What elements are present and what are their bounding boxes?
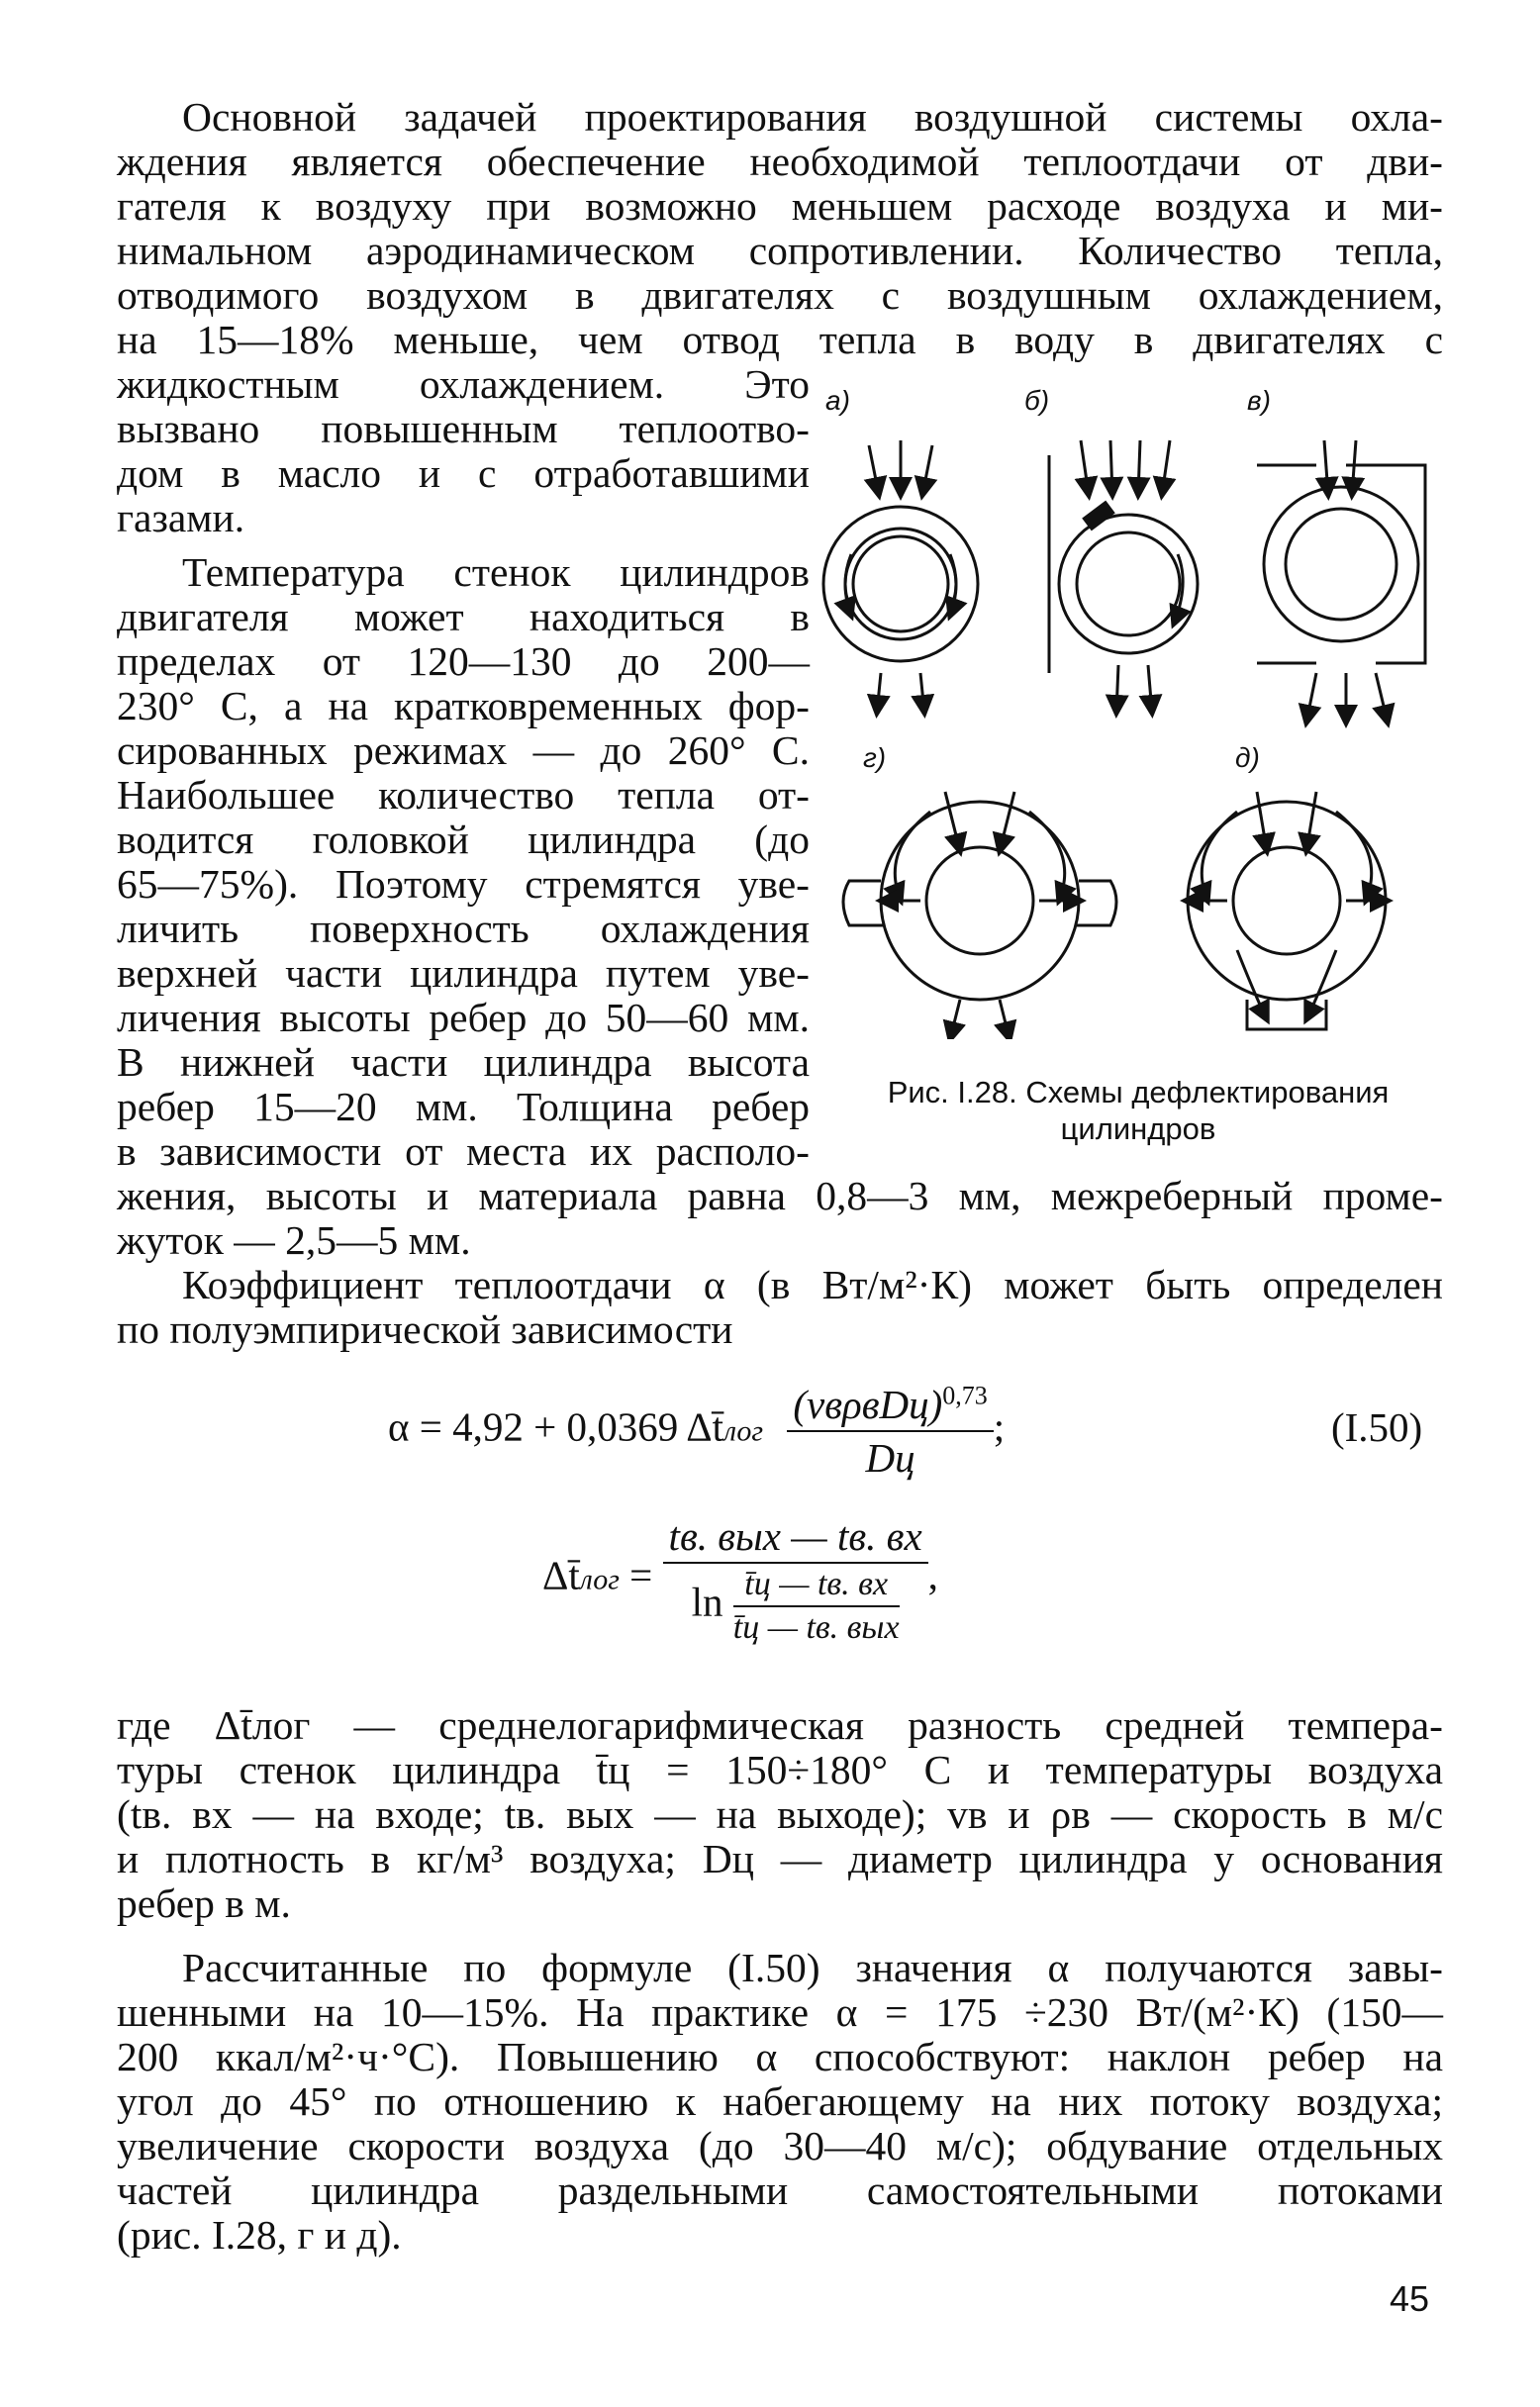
formula-dt-log: [542, 1512, 938, 1647]
formula2-ln: ln: [691, 1579, 723, 1625]
figure-label-b: б): [1024, 386, 1050, 416]
text-line: вызвано повышенным теплоотво-: [117, 406, 810, 451]
text-line: нимальном аэродинамическом сопротивлении. Количество тепла,: [117, 228, 1443, 273]
text-line: Коэффициент теплоотдачи α (в Вт/м²·К) может быть определен: [182, 1262, 1443, 1307]
text-line: пределах от 120—130 до 200—: [117, 638, 810, 684]
text-line: увеличение скорости воздуха (до 30—40 м/с); обдувание отдельных: [117, 2123, 1443, 2168]
text-line: жения, высоты и материала равна 0,8—3 мм, межреберный проме-: [117, 1173, 1443, 1218]
text-line: ребер 15—20 мм. Толщина ребер: [117, 1084, 810, 1129]
text-line: газами.: [117, 495, 245, 540]
text-line: по полуэмпирической зависимости: [117, 1306, 733, 1352]
page-number: 45: [1390, 2278, 1430, 2319]
text-line: личения высоты ребер до 50—60 мм.: [117, 995, 810, 1040]
text-line: (tв. вх — на входе; tв. вых — на выходе); vв и ρв — скорость в м/с: [117, 1791, 1443, 1837]
text-line: Температура стенок цилиндров: [182, 549, 810, 595]
paragraph-1-wrap: [117, 362, 810, 540]
formula2-inner-den: t̄ц — tв. вых: [732, 1609, 900, 1646]
formula2-eq: =: [629, 1552, 653, 1598]
formula2-tail: ,: [927, 1552, 938, 1598]
scheme-b-cylinder: [1059, 515, 1198, 653]
text-line: в зависимости от места их располо-: [117, 1128, 810, 1174]
paragraph-2-continuation: [117, 1174, 1443, 1263]
formula2-inner-num: t̄ц — tв. вх: [733, 1566, 900, 1607]
text-line: ребер в м.: [117, 1880, 291, 1926]
text-line: В нижней части цилиндра высота: [117, 1039, 810, 1085]
text-line: личить поверхность охлаждения: [117, 906, 810, 951]
formula-exponent: 0,73: [942, 1381, 988, 1410]
figure-label-d: д): [1235, 742, 1260, 773]
text-line: жуток — 2,5—5 мм.: [117, 1217, 471, 1263]
text-line: и плотность в кг/м³ воздуха; Dц — диаметр цилиндра у основания: [117, 1836, 1443, 1881]
formula-lhs: α = 4,92 + 0,0369 Δt̄: [388, 1403, 723, 1450]
text-line: туры стенок цилиндра t̄ц = 150÷180° С и температуры воздуха: [117, 1747, 1443, 1792]
formula2-lhs: Δt̄: [542, 1552, 580, 1598]
text-line: 65—75%). Поэтому стремятся уве-: [117, 861, 810, 907]
text-line: шенными на 10—15%. На практике α = 175 ÷230 Вт/(м²·К) (150—: [117, 1989, 1443, 2035]
scheme-g-cylinder: [926, 847, 1033, 954]
paragraph-1: [117, 95, 1443, 362]
text-line: отводимого воздухом в двигателях с воздушным охлаждением,: [117, 272, 1443, 318]
formula-number: (I.50): [1331, 1404, 1423, 1450]
text-line: частей цилиндра раздельными самостоятельными потоками: [117, 2167, 1443, 2213]
text-line: гателя к воздуху при возможно меньшем расходе воздуха и ми-: [117, 183, 1443, 229]
paragraph-4: [117, 1703, 1443, 1926]
formula-numerator: (vвρвDц): [793, 1382, 943, 1427]
formula-i50: [388, 1381, 1005, 1482]
text-line: жидкостным охлаждением. Это: [117, 361, 810, 407]
formula2-subscript: лог: [579, 1563, 620, 1596]
paragraph-2: [117, 550, 810, 1174]
formula2-numerator: tв. вых — tв. вх: [663, 1512, 928, 1564]
formula-denominator: Dц: [865, 1435, 915, 1481]
text-line: 200 ккал/м²·ч·°С). Повышению α способствуют: наклон ребер на: [117, 2034, 1443, 2079]
figure-label-a: а): [825, 386, 850, 416]
text-line: верхней части цилиндра путем уве-: [117, 950, 810, 996]
text-line: (рис. I.28, г и д).: [117, 2212, 402, 2258]
figure-label-g: г): [863, 742, 887, 773]
paragraph-3: [117, 1263, 1443, 1352]
scheme-c-box: [1257, 465, 1425, 663]
caption-line: Рис. I.28. Схемы дефлектирования: [887, 1075, 1390, 1109]
figure-label-c: в): [1247, 386, 1271, 416]
text-line: где Δt̄лог — среднелогарифмическая разность средней темпера-: [117, 1702, 1443, 1748]
text-line: сированных режимах — до 260° С.: [117, 727, 810, 773]
figure-deflector-schemes: [821, 386, 1455, 1039]
caption-line: цилиндров: [1060, 1111, 1216, 1146]
scheme-a-cylinder: [845, 529, 956, 639]
deflector-diagram: [821, 386, 1455, 1039]
text-line: двигателя может находиться в: [117, 594, 810, 639]
paragraph-5: [117, 1946, 1443, 2258]
text-line: дом в масло и с отработавшими: [117, 450, 810, 496]
text-line: угол до 45° по отношению к набегающему на них потоку воздуха;: [117, 2078, 1443, 2124]
text-line: 230° С, а на кратковременных фор-: [117, 683, 810, 728]
scheme-d-cylinder: [1233, 847, 1340, 954]
text-line: водится головкой цилиндра (до: [117, 817, 810, 862]
text-line: Рассчитанные по формуле (I.50) значения α получаются завы-: [182, 1945, 1443, 1990]
text-line: Основной задачей проектирования воздушной системы охла-: [182, 94, 1443, 140]
figure-caption: [821, 1074, 1455, 1147]
text-line: Наибольшее количество тепла от-: [117, 772, 810, 818]
formula-subscript: лог: [722, 1414, 764, 1448]
formula-tail: ;: [993, 1403, 1006, 1450]
text-line: ждения является обеспечение необходимой теплоотдачи от дви-: [117, 139, 1443, 184]
text-line: на 15—18% меньше, чем отвод тепла в воду в двигателях с: [117, 317, 1443, 362]
